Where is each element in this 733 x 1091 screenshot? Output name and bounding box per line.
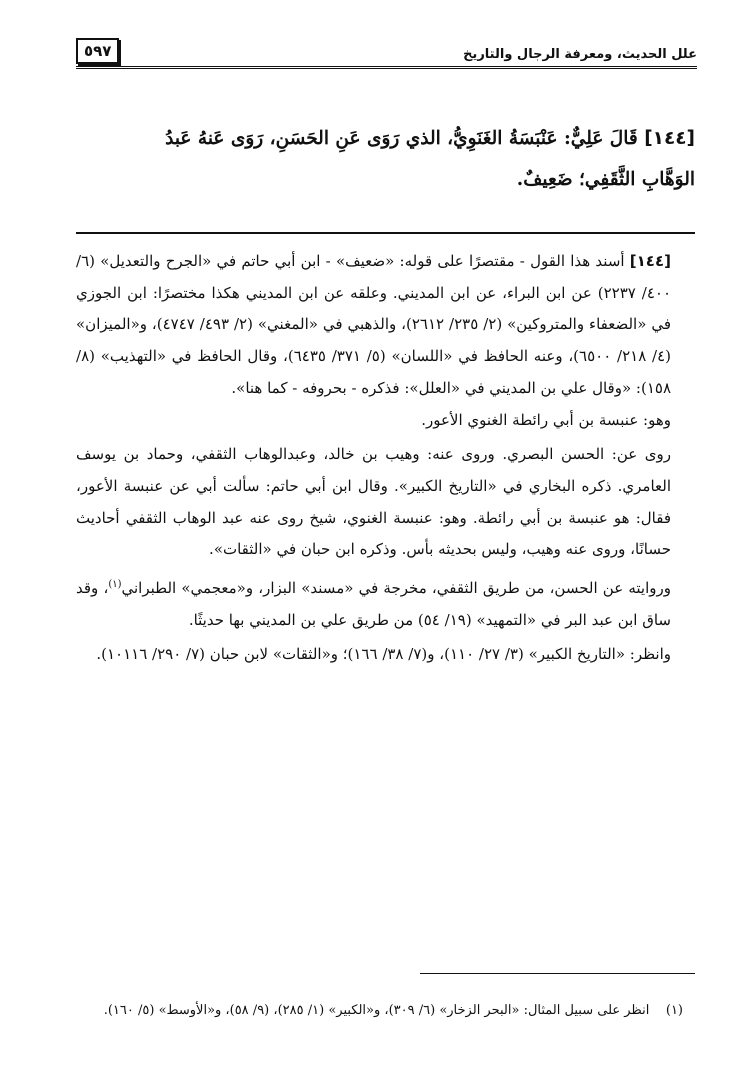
main-text-line-1-text: قَالَ عَلِيٌّ: عَنْبَسَةُ الغَنَوِيُّ، الذي رَوَى عَنِ الحَسَنِ، رَوَى عَنهُ عَبدُ: [165, 128, 638, 149]
footnote-rule: [420, 973, 695, 974]
commentary-paragraph-2: وهو: عنبسة بن أبي رائطة الغنوي الأعور.: [421, 410, 671, 429]
section-rule: [76, 232, 695, 234]
entry-number: [١٤٤]: [644, 128, 695, 149]
footnote-text: انظر على سبيل المثال: «البحر الزخار» (٦/ ٣٠٩)، و«الكبير» (١/ ٢٨٥)، (٩/ ٥٨)، و«الأوسط» (٥/ ١٦٠).: [103, 1003, 650, 1018]
commentary: [76, 246, 697, 671]
running-title: علل الحديث، ومعرفة الرجال والتاريخ: [463, 47, 697, 62]
footnote: [60, 1000, 683, 1022]
main-text-line-2: الوَهَّابِ الثَّقَفِي؛ ضَعِيفٌ.: [516, 169, 695, 190]
main-text: [76, 118, 695, 200]
commentary-paragraph-5: وانظر: «التاريخ الكبير» (٣/ ٢٧/ ١١٠)، و(٧/ ٣٨/ ١٦٦)؛ و«الثقات» لابن حبان (٧/ ٢٩٠/ ١٠١١٦).: [96, 645, 671, 664]
header-rule: [76, 66, 697, 69]
page-number: ٥٩٧: [76, 38, 119, 64]
commentary-paragraph-1: [76, 246, 697, 405]
commentary-paragraph-4: [76, 569, 697, 636]
main-text-line-1: [76, 118, 695, 159]
commentary-paragraph-4-text-a: وروايته عن الحسن، من طريق الثقفي، مخرجة في «مسند» البزار، و«معجمي» الطبراني: [121, 579, 671, 598]
footnote-reference[interactable]: (١): [108, 579, 122, 591]
commentary-number: [١٤٤]: [629, 252, 671, 270]
commentary-paragraph-4-text-b: ، وقد ساق ابن عبد البر في «التمهيد» (١٩/ ٥٤) من طريق علي بن المديني بها حديثًا.: [76, 579, 671, 629]
commentary-paragraph-1-text: أسند هذا القول - مقتصرًا على قوله: «ضعيف» - ابن أبي حاتم في «الجرح والتعديل» (٦/ ٤٠٠/ ٢٢٣٧) عن ابن البراء، عن ابن المديني. وعلقه عن ابن المديني هكذا مختصرًا: ابن الجوزي في «الضعفاء والمتروكين» (٢/ ٢٣٥/ ٢٦١٢)، والذهبي في «المغني» (٢/ ٤٩٣/ ٤٧٤٧)، و«الميزان» (٤/ ٢١٨/ ٦٥٠٠)، وعنه الحافظ في «اللسان» (٥/ ٣٧١/ ٦٤٣٥)، وقال الحافظ في «التهذيب» (٨/ ١٥٨): «وقال علي بن المديني في «العلل»: فذكره - بحروفه - كما هنا».: [76, 252, 672, 397]
footnote-marker: (١): [665, 1003, 683, 1018]
page-header: [76, 34, 697, 64]
commentary-paragraph-3: روى عن: الحسن البصري. وروى عنه: وهيب بن خالد، وعبدالوهاب الثقفي، وحماد بن يوسف العامري. ذكره البخاري في «التاريخ الكبير». وقال ابن أبي حاتم: سألت أبي عن عنبسة الأعور، فقال: هو عنبسة بن أبي رائطة. وهو: عنبسة الغنوي، شيخ روى عنه عبد الوهاب الثقفي أحاديث حسانًا، وروى عنه وهيب، وليس بحديثه بأس. وذكره ابن حبان في «الثقات».: [76, 445, 671, 559]
